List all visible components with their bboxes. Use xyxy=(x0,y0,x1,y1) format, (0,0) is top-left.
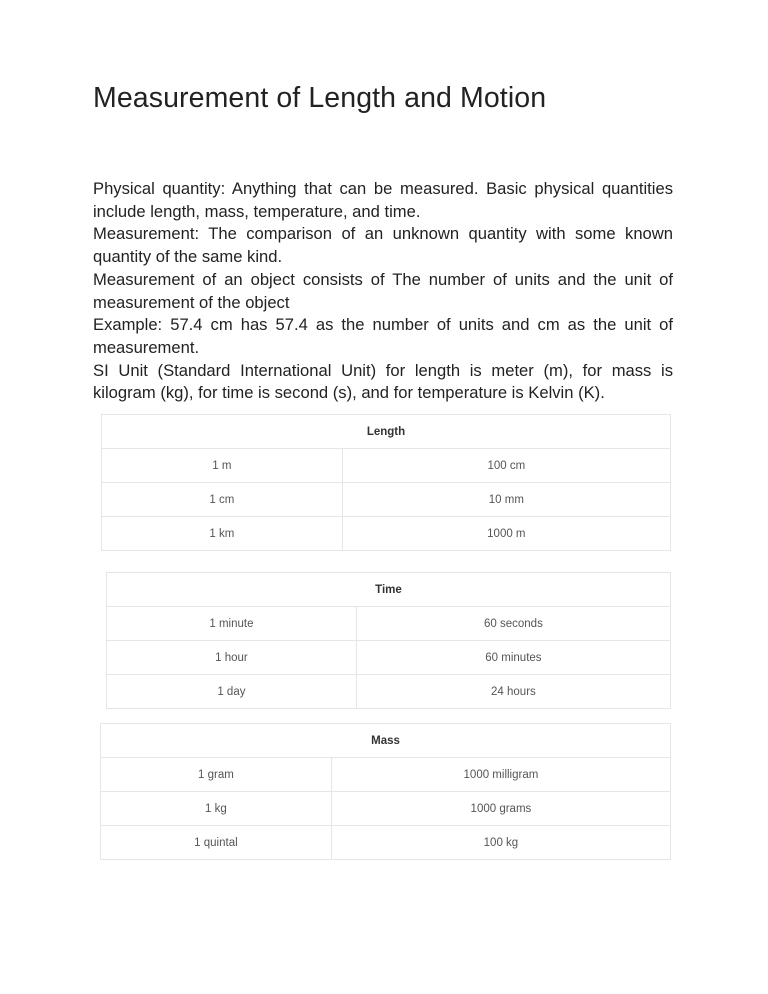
table-row xyxy=(101,826,671,860)
page-title: Measurement of Length and Motion xyxy=(93,82,547,114)
table-cell: 1 cm xyxy=(102,483,343,517)
table-cell: 1 m xyxy=(102,449,343,483)
table-row xyxy=(107,675,671,709)
table-row xyxy=(101,792,671,826)
table-cell: 1 quintal xyxy=(101,826,332,860)
body-text xyxy=(93,178,673,405)
table-cell: 1 hour xyxy=(107,641,357,675)
table-row xyxy=(107,607,671,641)
paragraph-physical-quantity: Physical quantity: Anything that can be measured. Basic physical quantities include length, mass, temperature, and time. xyxy=(93,179,673,221)
table-cell: 1 km xyxy=(102,517,343,551)
table-cell: 1000 milligram xyxy=(331,758,670,792)
time-table-header: Time xyxy=(107,573,671,607)
table-row xyxy=(107,641,671,675)
mass-table xyxy=(100,723,671,860)
time-table xyxy=(106,572,671,709)
table-row xyxy=(102,449,671,483)
table-cell: 100 cm xyxy=(342,449,670,483)
table-cell: 1 gram xyxy=(101,758,332,792)
table-cell: 100 kg xyxy=(331,826,670,860)
table-cell: 1000 grams xyxy=(331,792,670,826)
table-header-row xyxy=(101,724,671,758)
length-table-header: Length xyxy=(102,415,671,449)
table-cell: 24 hours xyxy=(356,675,670,709)
table-cell: 1 kg xyxy=(101,792,332,826)
table-cell: 1000 m xyxy=(342,517,670,551)
paragraph-measurement: Measurement: The comparison of an unknown quantity with some known quantity of the same kind. xyxy=(93,224,673,267)
paragraph-example: Example: 57.4 cm has 57.4 as the number of units and cm as the unit of measurement. xyxy=(93,315,673,357)
length-table xyxy=(101,414,671,551)
table-cell: 60 minutes xyxy=(356,641,670,675)
paragraph-si-unit: SI Unit (Standard International Unit) for length is meter (m), for mass is kilogram (kg), for time is second (s), and for temperature is Kelvin (K). xyxy=(93,360,673,403)
paragraph-measurement-parts: Measurement of an object consists of The number of units and the unit of measurement of the object xyxy=(93,269,673,312)
table-header-row xyxy=(102,415,671,449)
table-cell: 10 mm xyxy=(342,483,670,517)
table-header-row xyxy=(107,573,671,607)
table-cell: 1 day xyxy=(107,675,357,709)
table-row xyxy=(101,758,671,792)
mass-table-header: Mass xyxy=(101,724,671,758)
table-row xyxy=(102,483,671,517)
table-cell: 1 minute xyxy=(107,607,357,641)
table-cell: 60 seconds xyxy=(356,607,670,641)
table-row xyxy=(102,517,671,551)
